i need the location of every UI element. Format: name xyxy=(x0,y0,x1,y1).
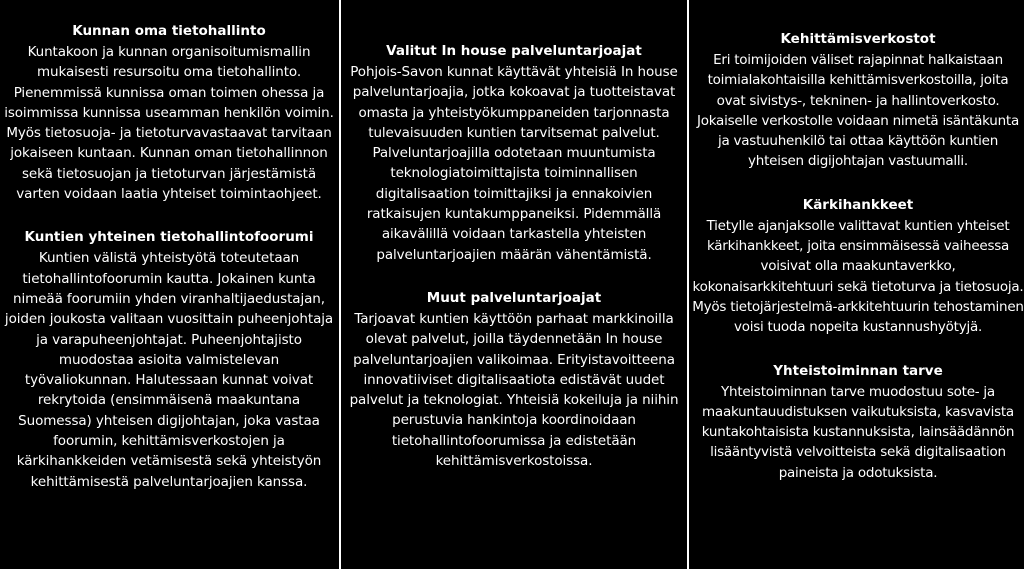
section-yhteistoiminnan-tarve xyxy=(692,360,1024,483)
section-body: Yhteistoiminnan tarve muodostuu sote- ja maakuntauudistuksen vaikutuksista, kasvavista kuntakohtaisista kustannuksista, lainsäädännön lisääntyvistä velvoitteista sekä digitalisaation paineista ja odotuksista. xyxy=(701,383,1015,481)
section-body: Pohjois-Savon kunnat käyttävät yhteisiä In house palveluntarjoajia, jotka kokoavat ja tuotteistavat omasta ja yhteistyökumppaneiden tarjonnasta tulevaisuuden kuntien tarvitsemat palvelut. Palveluntarjoajilla odotetaan muuntumista teknologiatoimittajista toiminnallisen digitalisaation toimittajiksi ja ennakoivien ratkaisujen kuntakumppaneiksi. Pidemmällä aikavälillä voidaan tarkastella yhteisten palveluntarjoajien määrän vähentämistä. xyxy=(350,64,678,263)
section-tietohallintofoorumi xyxy=(4,226,334,492)
section-body: Tarjoavat kuntien käyttöön parhaat markkinoilla olevat palvelut, joilla täydennetään In house palveluntarjoajien valikoimaa. Erityistavoitteena innovatiiviset digitalisaatiota edistävät uudet palvelut ja teknologiat. Yhteisiä kokeiluja ja niihin perustuvia hankintoja koordinoidaan tietohallintofoorumissa ja edistetään kehittämisverkostoissa. xyxy=(349,310,679,470)
section-body: Eri toimijoiden väliset rajapinnat halkaistaan toimialakohtaisilla kehittämisverkostoilla, joita ovat sivistys-, tekninen- ja hallintoverkosto. Jokaiselle verkostolle voidaan nimetä isäntäkunta ja vastuuhenkilö tai ottaa käyttöön kuntien yhteisen digijohtajan vastuumalli. xyxy=(696,52,1019,170)
section-title: Valitut In house palveluntarjoajat xyxy=(386,43,642,59)
section-body: Tietylle ajanjaksolle valittavat kuntien yhteiset kärkihankkeet, joita ensimmäisessä vaiheessa voisivat olla maakuntaverkko, kokonaisarkkitehtuuri sekä tietoturva ja tietosuoja. Myös tietojärjestelmä-arkkitehtuurin tehostaminen voisi tuoda nopeita kustannushyötyjä. xyxy=(692,217,1024,336)
section-karkihankkeet xyxy=(692,194,1024,338)
column-divider xyxy=(339,0,341,569)
column-middle xyxy=(342,0,686,569)
column-divider xyxy=(687,0,689,569)
section-kunnan-oma-tietohallinto xyxy=(4,20,334,204)
section-title: Kärkihankkeet xyxy=(802,196,914,213)
section-muut-palveluntarjoajat xyxy=(348,287,680,471)
section-title: Kehittämisverkostot xyxy=(780,31,936,47)
section-body: Kuntien välistä yhteistyötä toteutetaan tietohallintofoorumin kautta. Jokainen kunta nimeää foorumiin yhden viranhaltijaedustajan, joiden joukosta valitaan vuosittain puheenjohtaja ja varapuheenjohtajat. Puheenjohtajisto muodostaa asioita valmistelevan työvaliokunnan. Halutessaan kunnat voivat rekrytoida (ensimmäisenä maakuntana Suomessa) yhteisen digijohtajan, joka vastaa foorumin, kehittämisverkostojen ja kärkihankkeiden vetämisestä sekä yhteistyön kehittämisestä palveluntarjoajien kanssa. xyxy=(4,250,334,490)
column-left xyxy=(0,0,338,569)
section-title: Yhteistoiminnan tarve xyxy=(773,362,943,379)
column-right xyxy=(690,0,1024,569)
section-kehittamisverkostot xyxy=(692,28,1024,172)
section-title: Kuntien yhteinen tietohallintofoorumi xyxy=(24,229,314,246)
section-title: Kunnan oma tietohallinto xyxy=(72,23,266,39)
section-in-house-palveluntarjoajat xyxy=(348,40,680,265)
section-body: Kuntakoon ja kunnan organisoitumismallin mukaisesti resursoitu oma tietohallinto. Pienemmissä kunnissa oman toimen ohessa ja isoimmissa kunnissa useamman henkilön voimin. Myös tietosuoja- ja tietoturvavastaavat tarvitaan jokaiseen kuntaan. Kunnan oman tietohallinnon sekä tietosuojan ja tietoturvan järjestämistä varten voidaan laatia yhteiset toimintaohjeet. xyxy=(4,44,334,203)
section-title: Muut palveluntarjoajat xyxy=(426,289,602,306)
